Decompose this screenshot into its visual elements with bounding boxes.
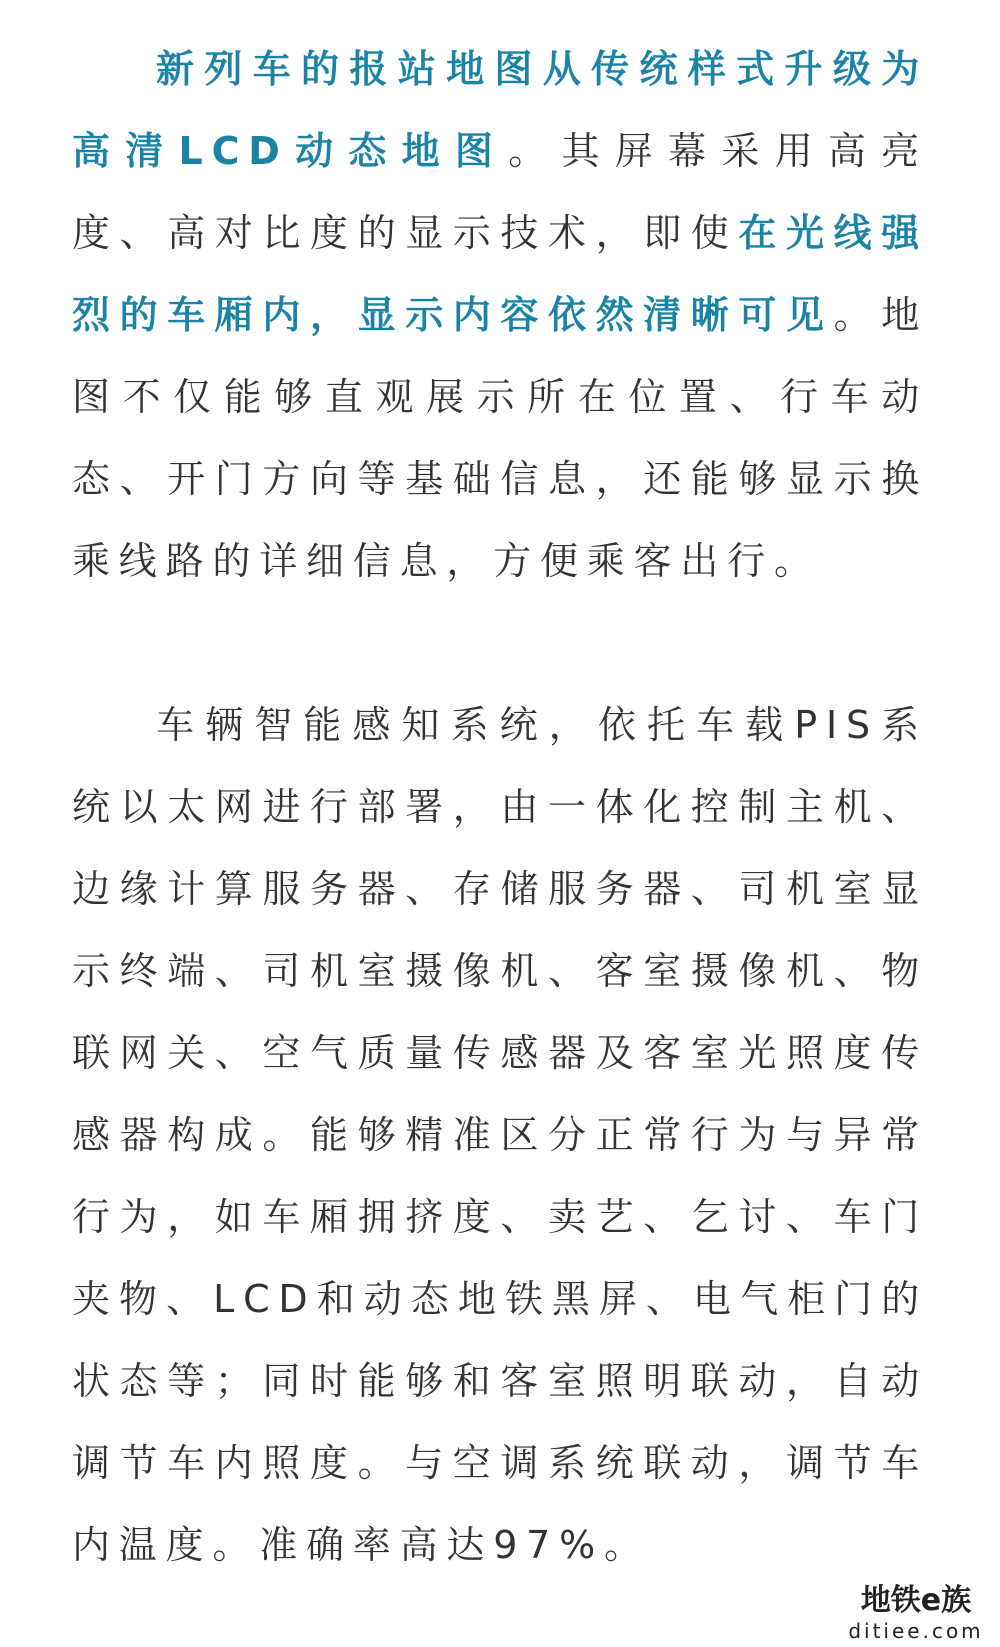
paragraph-text: 。地图不仅能够直观展示所在位置、行车动态、开门方向等基础信息，还能够显示换乘线路的详细信息，方便乘客出行。 bbox=[72, 293, 928, 583]
watermark-domain: ditiee.com bbox=[848, 1619, 984, 1643]
article-body bbox=[72, 28, 928, 1586]
highlight-visibility: 在光线强烈的车厢内，显示内容依然清晰可见 bbox=[72, 211, 929, 337]
paragraph-text: 。其屏幕采用高亮度、高对比度的显示技术，即使 bbox=[72, 129, 928, 255]
paragraph-smart-sensing bbox=[72, 684, 928, 1586]
paragraph-text: 车辆智能感知系统，依托车载PIS系统以太网进行部署，由一体化控制主机、边缘计算服务器、存储服务器、司机室显示终端、司机室摄像机、客室摄像机、物联网关、空气质量传感器及客室光照度传感器构成。能够精准区分正常行为与异常行为，如车厢拥挤度、卖艺、乞讨、车门夹物、LCD和动态地铁黑屏、电气柜门的状态等；同时能够和客室照明联动，自动调节车内照度。与空调系统联动，调节车内温度。准确率高达97%。 bbox=[72, 703, 928, 1567]
highlight-lcd-map: 新列车的报站地图从传统样式升级为高清LCD动态地图 bbox=[72, 47, 928, 173]
paragraph-lcd-map bbox=[72, 28, 928, 602]
watermark-brand: 地铁e族 bbox=[860, 1583, 972, 1618]
watermark-logo bbox=[846, 1583, 986, 1643]
